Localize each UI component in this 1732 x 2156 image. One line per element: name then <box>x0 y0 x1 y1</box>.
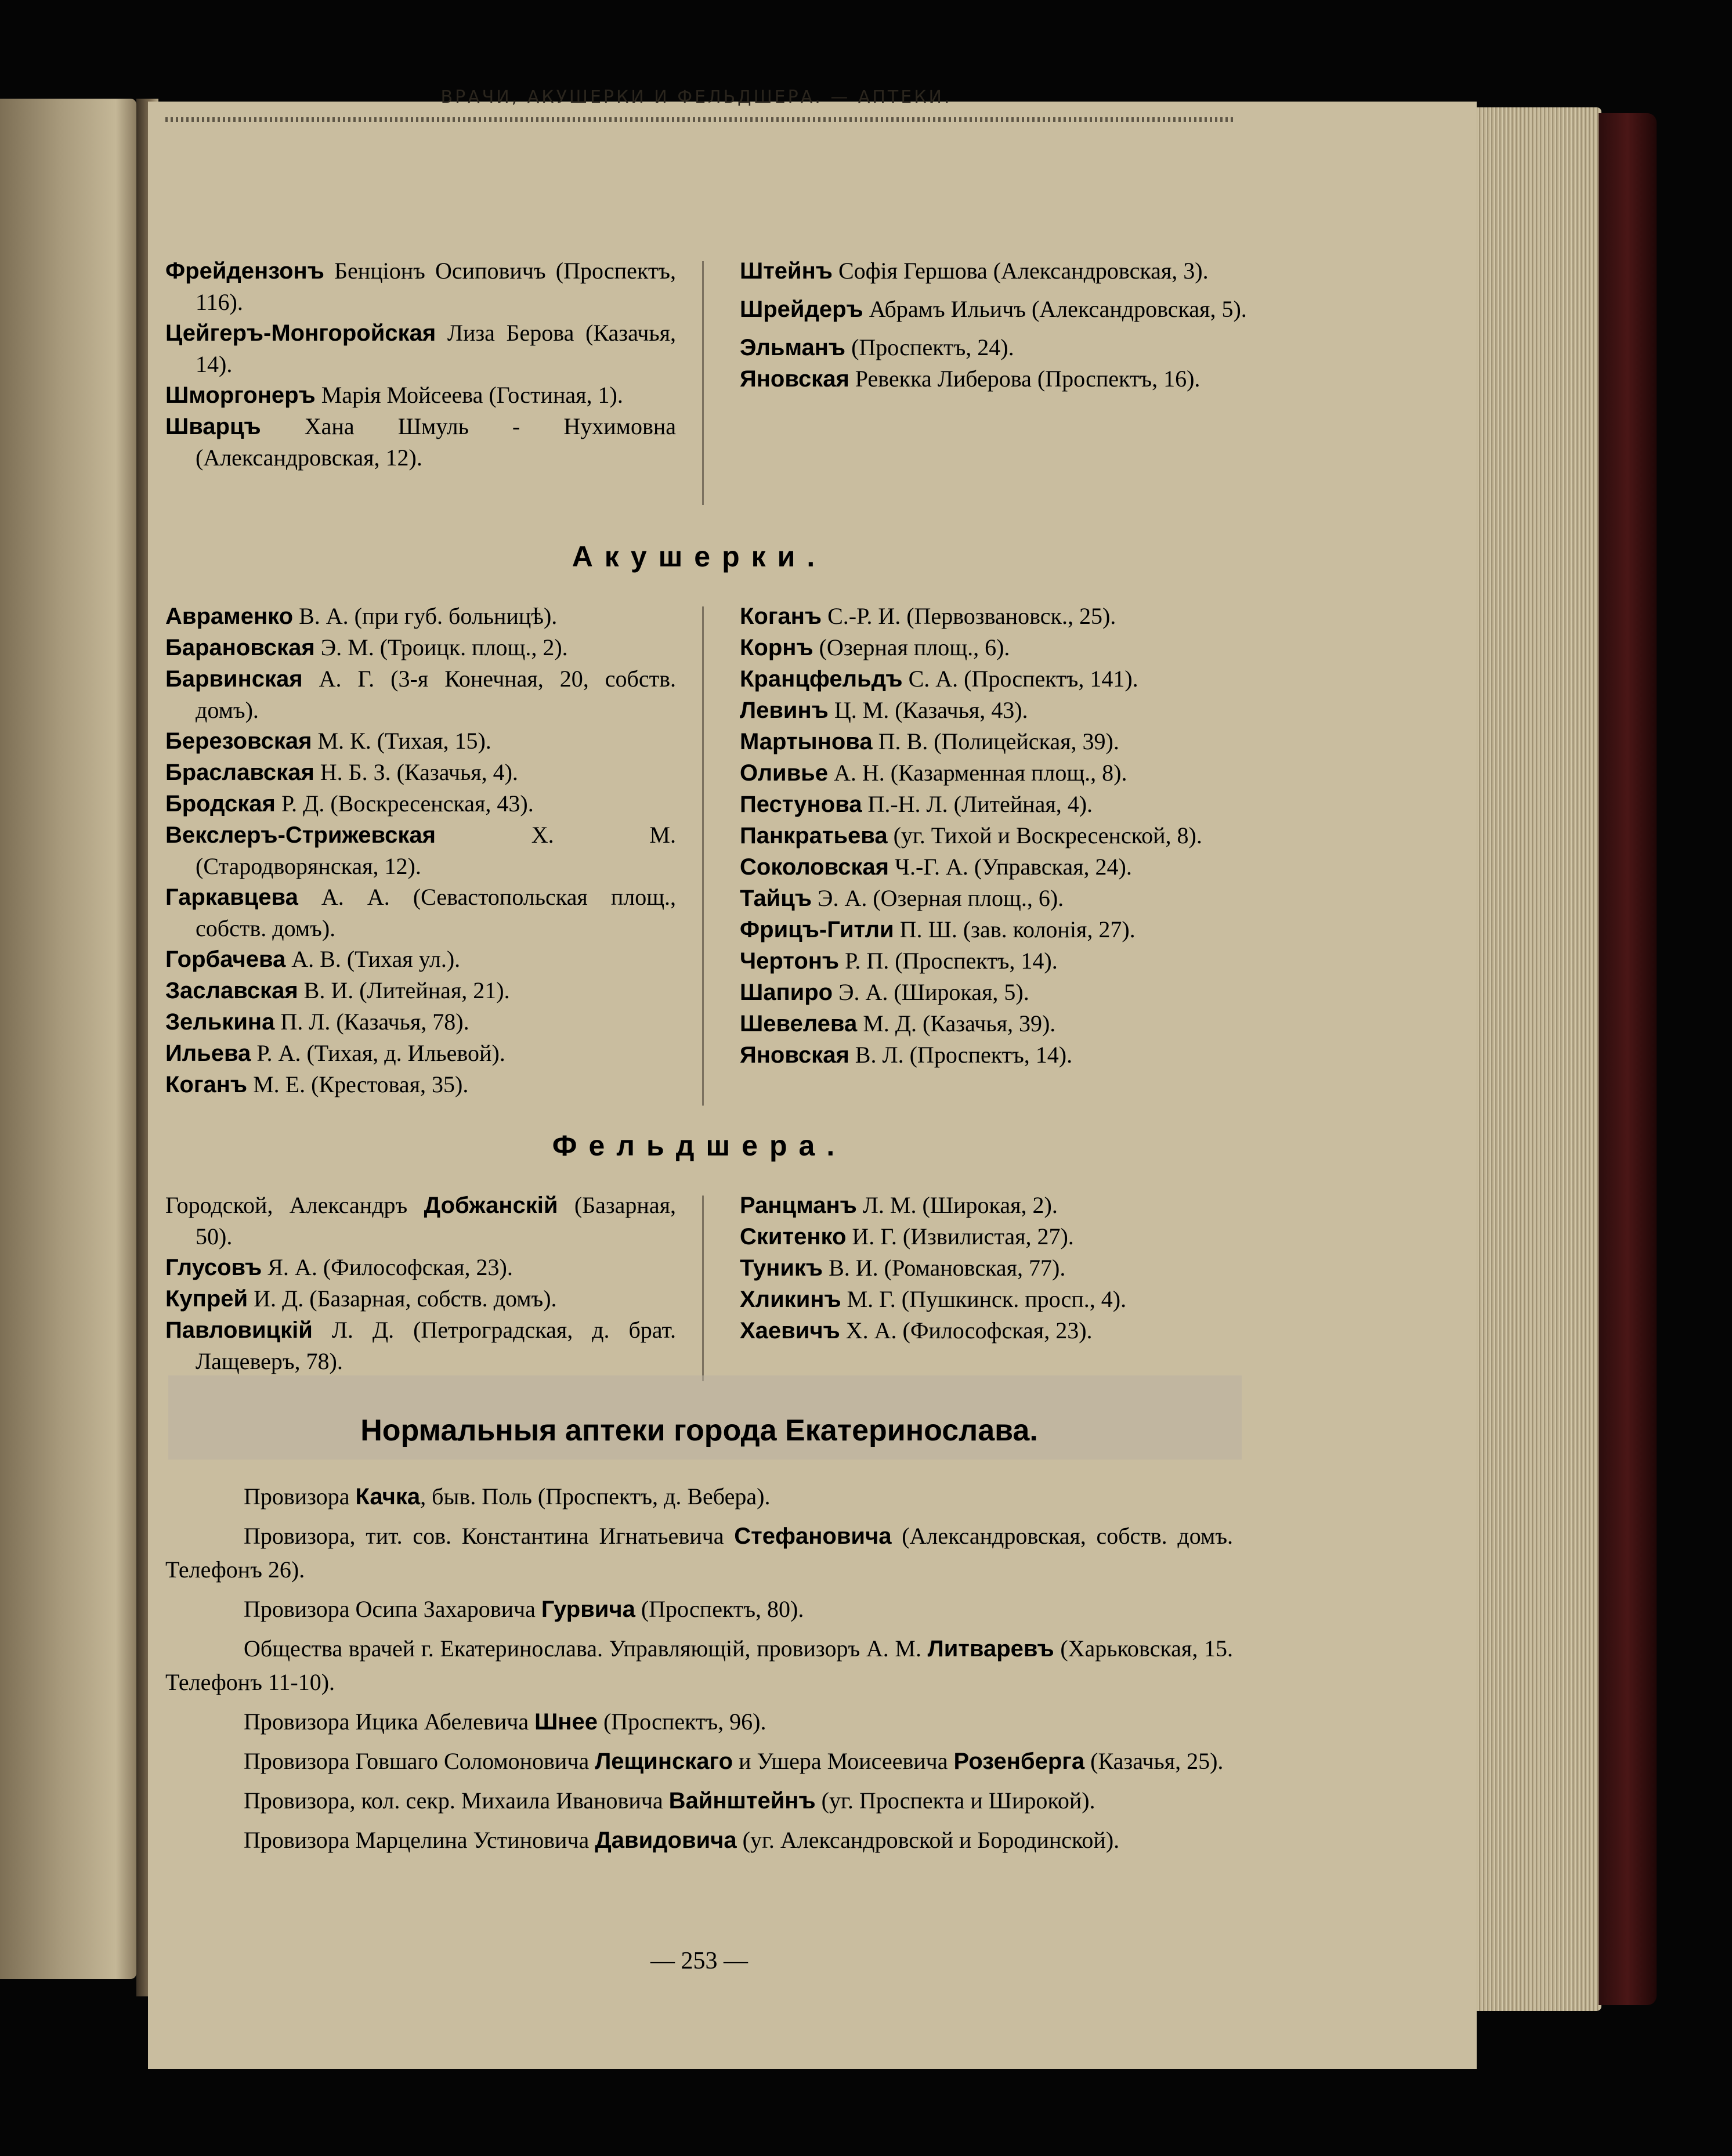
pharmacies-list <box>165 1480 1233 1863</box>
feldshers-left-column <box>165 1190 676 1377</box>
list-item: Провизора Качка, быв. Поль (Проспектъ, д. Вебера). <box>244 1483 771 1509</box>
column-divider <box>702 606 704 1106</box>
list-item: Хаевичъ Х. А. (Философская, 23). <box>740 1317 1093 1344</box>
list-item: Кранцфельдъ С. А. (Проспектъ, 141). <box>740 666 1138 692</box>
list-item: Гаркавцева А. А. (Севастопольская площ., собств. домъ). <box>165 884 676 941</box>
page-number: — 253 — <box>650 1948 748 1974</box>
list-item: Оливье А. Н. (Казарменная площ., 8). <box>740 760 1127 786</box>
list-item: Яновская В. Л. (Проспектъ, 14). <box>740 1042 1073 1068</box>
running-head: ВРАЧИ, АКУШЕРКИ И ФЕЛЬДШЕРА. — АПТЕКИ. <box>440 87 952 107</box>
list-item: Шрейдеръ Абрамъ Ильичъ (Александровская, 5). <box>740 296 1247 322</box>
list-item: Левинъ Ц. М. (Казачья, 43). <box>740 697 1028 723</box>
list-item: Цейгеръ-Монгоройская Лиза Берова (Казачья, 14). <box>165 320 676 377</box>
list-item: Коганъ С.-Р. И. (Первозвановск., 25). <box>740 603 1116 629</box>
list-item: Общества врачей г. Екатеринослава. Управляющій, провизоръ А. М. Литваревъ (Харьковская, 15. Телефонъ 11-10). <box>165 1635 1233 1695</box>
list-item: Глусовъ Я. А. (Философская, 23). <box>165 1254 513 1280</box>
list-item: Коганъ М. Е. (Крестовая, 35). <box>165 1071 469 1097</box>
feldshers-right-column <box>740 1190 1250 1346</box>
list-item: Штейнъ Софія Гершова (Александровская, 3). <box>740 258 1209 284</box>
list-item: Чертонъ Р. П. (Проспектъ, 14). <box>740 948 1058 974</box>
list-item: Купрей И. Д. (Базарная, собств. домъ). <box>165 1285 557 1312</box>
list-item: Мартынова П. В. (Полицейская, 39). <box>740 728 1119 754</box>
list-item: Шморгонеръ Марія Мойсеева (Гостиная, 1). <box>165 382 623 408</box>
list-item: Скитенко И. Г. (Извилистая, 27). <box>740 1223 1074 1249</box>
list-item: Эльманъ (Проспектъ, 24). <box>740 334 1014 360</box>
feldshers-title: Фельдшера. <box>552 1129 847 1162</box>
list-item: Браславская Н. Б. З. (Казачья, 4). <box>165 759 518 785</box>
list-item: Фрейдензонъ Бенціонъ Осиповичъ (Проспектъ, 116). <box>165 258 676 315</box>
page-edges <box>1477 107 1601 2011</box>
list-item: Городской, Александръ Добжанскій (Базарная, 50). <box>165 1192 676 1249</box>
midwives-right-column <box>740 601 1250 1071</box>
book-cover <box>1599 113 1657 2005</box>
list-item: Тайцъ Э. А. (Озерная площ., 6). <box>740 885 1064 911</box>
list-item: Провизора, кол. секр. Михаила Ивановича Вайнштейнъ (уг. Проспекта и Широкой). <box>244 1787 1095 1814</box>
doctors-right-column <box>740 255 1250 395</box>
midwives-title: Акушерки. <box>572 540 827 573</box>
list-item: Провизора Ицика Абелевича Шнее (Проспектъ, 96). <box>244 1709 766 1735</box>
list-item: Бродская Р. Д. (Воскресенская, 43). <box>165 790 534 817</box>
left-page-edge <box>0 99 136 1979</box>
list-item: Павловицкій Л. Д. (Петроградская, д. брат. Лащеверъ, 78). <box>165 1317 676 1374</box>
column-divider <box>702 1196 704 1381</box>
list-item: Ильева Р. А. (Тихая, д. Ильевой). <box>165 1040 505 1066</box>
list-item: Березовская М. К. (Тихая, 15). <box>165 728 491 754</box>
list-item: Провизора Марцелина Устиновича Давидовича (уг. Александровской и Бородинской). <box>244 1827 1120 1853</box>
list-item: Барвинская А. Г. (3-я Конечная, 20, собств. домъ). <box>165 666 676 723</box>
list-item: Пестунова П.-Н. Л. (Литейная, 4). <box>740 791 1093 817</box>
doctors-left-column <box>165 255 676 473</box>
list-item: Фрицъ-Гитли П. Ш. (зав. колонія, 27). <box>740 916 1136 942</box>
list-item: Провизора, тит. сов. Константина Игнатьевича Стефановича (Александровская, собств. домъ. Телефонъ 26). <box>165 1523 1233 1583</box>
midwives-left-column <box>165 601 676 1100</box>
list-item: Шварцъ Хана Шмуль - Нухимовна (Александровская, 12). <box>165 413 676 471</box>
list-item: Корнъ (Озерная площ., 6). <box>740 634 1010 660</box>
list-item: Туникъ В. И. (Романовская, 77). <box>740 1255 1066 1281</box>
column-divider <box>702 261 704 505</box>
list-item: Соколовская Ч.-Г. А. (Управская, 24). <box>740 854 1132 880</box>
list-item: Провизора Говшаго Соломоновича Лещинскаго и Ушера Моисеевича Розенберга (Казачья, 25). <box>244 1748 1224 1774</box>
list-item: Панкратьева (уг. Тихой и Воскресенской, 8). <box>740 822 1202 848</box>
list-item: Ранцманъ Л. М. (Широкая, 2). <box>740 1192 1058 1218</box>
list-item: Заславская В. И. (Литейная, 21). <box>165 977 510 1003</box>
list-item: Барановская Э. М. (Троицк. площ., 2). <box>165 634 568 660</box>
list-item: Авраменко В. А. (при губ. больницѣ). <box>165 603 558 629</box>
list-item: Зелькина П. Л. (Казачья, 78). <box>165 1009 469 1035</box>
list-item: Горбачева А. В. (Тихая ул.). <box>165 946 461 972</box>
list-item: Шевелева М. Д. (Казачья, 39). <box>740 1010 1056 1037</box>
list-item: Векслеръ-Стрижевская Х. М. (Стародворянская, 12). <box>165 822 676 879</box>
list-item: Шапиро Э. А. (Широкая, 5). <box>740 979 1029 1005</box>
header-rule <box>165 117 1233 122</box>
list-item: Яновская Ревекка Либерова (Проспектъ, 16). <box>740 366 1201 392</box>
list-item: Хликинъ М. Г. (Пушкинск. просп., 4). <box>740 1286 1127 1312</box>
pharmacies-title: Нормальныя аптеки города Екатеринослава. <box>360 1414 1038 1447</box>
list-item: Провизора Осипа Захаровича Гурвича (Проспектъ, 80). <box>244 1596 804 1622</box>
